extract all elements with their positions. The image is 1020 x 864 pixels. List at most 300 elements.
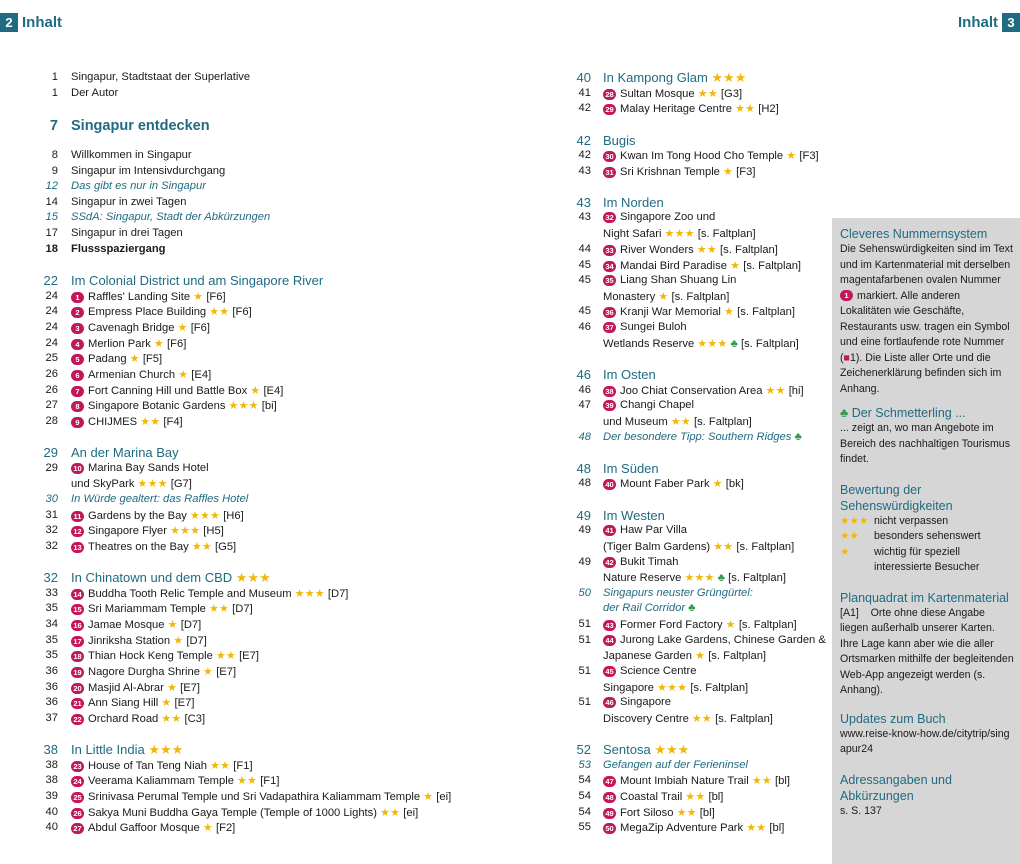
toc-entry-title: Joo Chiat Conservation Area [620,385,763,397]
toc-entry[interactable] [603,821,784,834]
toc-entry[interactable] [603,696,671,708]
map-grid-ref: [F6] [187,322,210,334]
rating-stars: ★★★ [661,228,695,240]
sidebar-grid-text: [A1] Orte ohne diese Angabe liegen außerhalb unserer Karten. Ihre Lage kann aber wie die aller Ortsmarken mithilfe der begleitenden Web-App angezeigt werden (s. Anhang). [840,606,1014,696]
toc-page-number: 29 [45,462,58,474]
toc-entry-title: Gardens by the Bay [88,510,187,522]
rating-stars: ★★★ [134,478,168,490]
sight-number-badge: 28 [603,89,616,100]
toc-entry[interactable] [603,102,779,115]
toc-page-number: 17 [45,227,58,239]
header-title-right: Inhalt [958,14,998,31]
map-grid-ref: [s. Faltplan] [690,416,752,428]
toc-entry-title: Armenian Church [88,369,176,381]
map-grid-ref: [s. Faltplan] [668,291,730,303]
toc-entry-title: Empress Place Building [88,306,207,318]
toc-page-number: 48 [578,431,591,443]
toc-entry-title: Sri Mariammam Temple [88,603,206,615]
toc-section-heading[interactable] [71,118,210,134]
toc-entry-title: Fort Canning Hill und Battle Box [88,385,248,397]
map-grid-ref: [F1] [230,760,253,772]
rating-stars: ★ [840,545,850,558]
toc-entry[interactable] [603,618,797,631]
toc-entry[interactable] [71,196,186,208]
rating-stars: ★★ [667,416,691,428]
sight-number-badge: 21 [71,698,84,709]
rating-stars: ★★★ [650,742,690,757]
rating-stars: ★ [691,650,706,662]
toc-entry-title: An der Marina Bay [71,445,179,460]
toc-page-number: 54 [578,790,591,802]
toc-entry[interactable] [71,477,192,490]
rating-stars: ★ [126,353,140,365]
toc-entry[interactable] [603,634,826,646]
toc-entry[interactable] [71,87,118,99]
toc-page-number: 38 [45,759,58,771]
rating-stars: ★★★ [694,338,728,350]
sight-number-badge: 35 [603,275,616,286]
toc-entry[interactable] [71,540,236,553]
toc-entry[interactable] [71,165,225,177]
toc-entry[interactable] [603,274,736,286]
toc-entry[interactable] [71,227,183,239]
toc-page-number: 49 [576,508,591,523]
butterfly-icon: ♣ [714,572,726,584]
sight-number-badge: 26 [71,808,84,819]
sight-number-badge: 34 [603,261,616,272]
sidebar-updates-url[interactable]: www.reise-know-how.de/citytrip/singapur24 [840,727,1010,755]
red-number-icon: ■ [843,351,850,364]
toc-entry-title: Nature Reserve [603,572,682,584]
toc-entry[interactable] [603,431,802,443]
toc-page-number: 14 [45,196,58,208]
toc-entry-title: Abdul Gaffoor Mosque [88,822,200,834]
toc-page-number: 54 [578,806,591,818]
toc-entry[interactable] [603,259,801,272]
toc-entry[interactable] [603,149,819,162]
toc-entry[interactable] [71,384,283,397]
toc-entry[interactable] [71,634,207,647]
toc-entry[interactable] [71,649,259,662]
rating-stars: ★★ [188,541,212,553]
toc-entry-title: Gefangen auf der Ferieninsel [603,759,748,771]
toc-entry[interactable] [603,243,778,256]
map-grid-ref: [F6] [163,338,187,350]
sidebar-heading-rating: Bewertung der Sehenswürdigkeiten [840,482,953,513]
map-grid-ref: [s. Faltplan] [740,260,802,272]
toc-entry[interactable] [71,337,186,350]
rating-stars: ★★ [158,713,182,725]
toc-entry[interactable] [71,399,277,412]
toc-entry[interactable] [603,415,752,428]
rating-stars: ★★★ [166,525,201,537]
rating-stars: ★ [783,150,797,162]
header-right [958,13,1020,32]
rating-label: nicht verpassen [874,514,949,527]
toc-entry-title: Singapore Botanic Gardens [88,400,226,412]
toc-entry-title: der Rail Corridor [603,602,686,614]
map-grid-ref: [G7] [167,478,192,490]
toc-entry[interactable] [603,774,790,787]
toc-entry-title: Mandai Bird Paradise [620,260,727,272]
toc-entry-title: Bukit Timah [620,556,679,568]
toc-entry[interactable] [71,602,253,615]
toc-page-number: 15 [45,211,58,223]
rating-legend-row [840,529,1014,545]
rating-stars: ★ [163,682,177,694]
rating-stars: ★ [720,306,735,318]
toc-page-number: 8 [51,149,58,161]
sidebar-heading-butterfly: ♣ Der Schmetterling ... [840,406,966,420]
rating-stars: ★★★ [232,570,271,585]
toc-page-number: 46 [578,384,591,396]
toc-entry[interactable] [71,462,209,474]
rating-stars: ★★ [233,775,258,787]
toc-entry-title: CHIJMES [88,416,138,428]
toc-entry-title: Singapur im Intensivdurchgang [71,165,226,177]
map-grid-ref: [F3] [796,150,819,162]
toc-page-number: 49 [578,524,591,536]
toc-section-heading[interactable] [603,508,665,523]
rating-stars: ★ [158,697,172,709]
toc-entry-title: Coastal Trail [620,791,683,803]
rating-stars: ★★★ [840,514,869,527]
toc-page-number: 32 [45,524,58,536]
sight-number-badge: 20 [71,683,84,694]
map-grid-ref: [D7] [183,635,207,647]
map-grid-ref: [D7] [177,619,202,631]
toc-entry-title: Im Colonial District und am Singapore River [71,273,324,288]
toc-page-number: 24 [45,337,58,349]
toc-page-number: 53 [578,759,591,771]
rating-stars: ★★ [743,822,767,834]
toc-entry[interactable] [603,290,729,303]
toc-page-number: 36 [45,696,58,708]
toc-page-number: 46 [578,321,591,333]
map-grid-ref: [s. Faltplan] [725,572,786,584]
toc-entry[interactable] [71,790,451,803]
toc-entry-title: River Wonders [620,244,694,256]
map-grid-ref: [s. Faltplan] [694,228,756,240]
toc-entry-title: Mount Faber Park [620,478,710,490]
map-grid-ref: [E4] [260,385,284,397]
toc-entry[interactable] [603,759,748,771]
toc-page-number: 55 [578,821,591,833]
toc-entry[interactable] [71,352,162,365]
map-grid-ref: [G5] [211,541,237,553]
toc-entry[interactable] [603,165,755,178]
map-grid-ref: [s. Faltplan] [716,244,778,256]
toc-page-number: 27 [45,399,58,411]
toc-entry[interactable] [603,87,742,100]
toc-entry[interactable] [71,415,183,428]
toc-page-number: 36 [45,681,58,693]
sight-number-badge: 30 [603,151,616,162]
rating-stars: ★★ [206,306,230,318]
toc-entry[interactable] [71,509,244,522]
sight-number-badge: 31 [603,167,616,178]
toc-page-number: 49 [578,556,591,568]
toc-entry[interactable] [71,587,348,600]
toc-entry[interactable] [71,712,205,725]
toc-entry[interactable] [71,774,279,787]
toc-page-number: 34 [45,618,58,630]
toc-entry-title: Japanese Garden [603,650,692,662]
rating-stars: ★ [199,666,214,678]
sight-number-badge: 50 [603,823,616,834]
toc-entry[interactable] [603,227,756,240]
toc-entry-title: Sentosa [603,742,651,757]
toc-page-number: 40 [45,806,58,818]
toc-section-heading[interactable] [603,461,659,476]
toc-entry[interactable] [71,696,194,709]
toc-entry-title: Bugis [603,133,636,148]
toc-page-number: 38 [45,774,58,786]
map-grid-ref: [G3] [717,88,743,100]
map-grid-ref: [bk] [722,478,744,490]
map-grid-ref: [F3] [733,166,756,178]
toc-entry-title: Liang Shan Shuang Lin [620,274,737,286]
map-grid-ref: [D7] [324,588,349,600]
toc-entry[interactable] [603,384,804,397]
map-grid-ref: [s. Faltplan] [705,650,767,662]
rating-stars: ★★ [673,807,697,819]
toc-entry-title: Singapore Zoo und [620,211,716,223]
toc-entry[interactable] [603,477,744,490]
rating-stars: ★★★ [681,572,715,584]
rating-stars: ★★ [762,385,786,397]
toc-entry-title: Changi Chapel [620,399,695,411]
rating-stars: ★ [722,619,736,631]
rating-stars: ★★ [840,530,859,542]
sight-number-badge: 14 [71,589,84,600]
toc-entry[interactable] [603,712,773,725]
sight-number-badge: 46 [603,697,616,708]
toc-entry[interactable] [603,211,715,223]
toc-page-number: 26 [45,368,58,380]
toc-entry-title: Buddha Tooth Relic Temple and Museum [88,588,292,600]
toc-entry-title: Night Safari [603,228,662,240]
toc-entry[interactable] [603,587,753,599]
sight-number-badge: 42 [603,557,616,568]
rating-legend-row [840,545,1014,576]
sight-number-badge: 36 [603,307,616,318]
sight-number-badge: 18 [71,651,84,662]
toc-page-number: 46 [576,367,591,382]
toc-page-number: 32 [45,540,58,552]
toc-entry-title: Fort Siloso [620,807,674,819]
rating-stars: ★★ [212,650,236,662]
toc-section-heading[interactable] [603,367,656,382]
sight-number-badge: 38 [603,386,616,397]
toc-entry[interactable] [603,649,766,662]
toc-page-number: 24 [45,321,58,333]
toc-entry-title: In Kampong Glam [603,70,708,85]
rating-stars: ★★★ [225,400,259,412]
toc-entry-title: Singapore [620,696,672,708]
toc-entry[interactable] [603,321,687,333]
rating-stars: ★★ [376,807,401,819]
map-grid-ref: [E4] [188,369,212,381]
rating-legend-row [840,514,1014,530]
sidebar-butterfly-text: ... zeigt an, wo man Angebote im Bereich des nachhaltigen Tourismus findet. [840,422,1010,465]
info-sidebar [832,218,1020,864]
toc-page-number: 22 [43,273,58,288]
toc-page-number: 50 [578,587,591,599]
toc-entry[interactable] [71,524,224,537]
toc-entry[interactable] [603,524,687,536]
rating-stars: ★★ [137,416,161,428]
toc-entry[interactable] [603,602,696,614]
toc-entry-title: Flussspaziergang [71,243,166,255]
toc-entry-title: Mount Imbiah Nature Trail [620,775,749,787]
toc-page-number: 33 [45,587,58,599]
toc-entry[interactable] [603,337,799,350]
toc-entry-title: Sultan Mosque [620,88,695,100]
toc-page-number: 51 [578,696,591,708]
toc-entry-title: Veerama Kaliammam Temple [88,775,234,787]
sight-number-badge: 48 [603,792,616,803]
toc-entry-title: (Tiger Balm Gardens) [603,541,711,553]
toc-entry-title: Former Ford Factory [620,619,723,631]
sight-number-badge: 32 [603,212,616,223]
toc-section-heading[interactable] [603,742,689,758]
rating-stars: ★ [150,338,164,350]
toc-entry[interactable] [71,149,192,161]
toc-entry[interactable] [71,71,250,83]
toc-entry[interactable] [71,321,210,334]
rating-legend [840,514,1014,576]
toc-entry[interactable] [603,790,723,803]
toc-entry-title: Srinivasa Perumal Temple und Sri Vadapathira Kaliammam Temple [88,791,421,803]
rating-stars: ★★★ [144,742,184,757]
toc-entry[interactable] [71,180,206,192]
toc-entry-title: In Würde gealtert: das Raffles Hotel [71,493,249,505]
toc-page-number: 32 [43,570,58,585]
toc-entry[interactable] [71,681,200,694]
sight-number-badge: 29 [603,104,616,115]
toc-page-number: 24 [45,290,58,302]
map-grid-ref: [hi] [785,385,804,397]
rating-stars: ★ [174,322,188,334]
toc-entry[interactable] [71,759,253,772]
toc-entry-title: Jamae Mosque [88,619,165,631]
toc-entry[interactable] [603,665,697,677]
toc-entry-title: Im Norden [603,195,664,210]
rating-stars: ★ [247,385,261,397]
toc-page-number: 40 [576,70,591,85]
rating-stars: ★★ [207,760,231,772]
sight-number-badge: 6 [71,370,84,381]
sidebar-heading-addresses: Adressangaben und Abkürzungen [840,772,952,803]
map-grid-ref: [F6] [203,291,226,303]
toc-entry[interactable] [71,618,201,631]
sight-number-badge: 3 [71,323,84,334]
rating-stars: ★★★ [707,70,747,85]
toc-section-heading[interactable] [603,195,664,210]
sight-number-badge: 12 [71,526,84,537]
toc-page-number: 12 [45,180,58,192]
rating-stars: ★★★ [186,510,221,522]
map-grid-ref: [F5] [139,353,163,365]
toc-entry[interactable] [71,368,211,381]
toc-page-number: 9 [51,165,58,177]
toc-page-number: 26 [45,384,58,396]
toc-entry[interactable] [71,290,226,303]
toc-entry[interactable] [603,681,748,694]
toc-entry[interactable] [71,243,166,255]
toc-entry-title: Singapurs neuster Grüngürtel: [603,587,753,599]
toc-entry-title: Singapur entdecken [71,118,210,134]
map-grid-ref: [E7] [213,666,237,678]
toc-entry[interactable] [71,665,236,678]
sight-number-badge: 27 [71,823,84,834]
toc-section-heading[interactable] [603,133,636,148]
toc-entry[interactable] [603,571,786,584]
toc-entry[interactable] [71,806,418,819]
toc-entry[interactable] [71,305,252,318]
toc-entry[interactable] [603,399,694,411]
toc-entry-title: Malay Heritage Centre [620,103,732,115]
toc-entry-title: Singapur in zwei Tagen [71,196,187,208]
toc-entry-title: Monastery [603,291,656,303]
map-grid-ref: [E7] [171,697,195,709]
toc-section-heading[interactable] [71,445,179,460]
toc-entry-title: Discovery Centre [603,713,689,725]
toc-page-number: 48 [576,461,591,476]
toc-entry[interactable] [71,211,270,223]
toc-page-number: 42 [578,102,591,114]
map-grid-ref: [F4] [160,416,183,428]
toc-entry[interactable] [71,821,235,834]
sight-number-badge: 17 [71,636,84,647]
rating-stars: ★ [709,478,723,490]
toc-page-number: 28 [45,415,58,427]
toc-page-number: 35 [45,649,58,661]
toc-section-heading[interactable] [71,570,271,586]
toc-entry-title: Sri Krishnan Temple [620,166,720,178]
toc-section-heading[interactable] [603,70,746,86]
map-grid-ref: [H5] [200,525,224,537]
toc-entry-title: Padang [88,353,127,365]
butterfly-icon: ♣ [727,338,738,350]
toc-entry[interactable] [603,556,678,568]
toc-page-number: 47 [578,399,591,411]
toc-section-heading[interactable] [71,273,323,288]
map-grid-ref: [bl] [766,822,785,834]
toc-entry-title: Jinriksha Station [88,635,171,647]
butterfly-icon: ♣ [685,602,696,614]
sight-number-badge: 11 [71,511,84,522]
map-grid-ref: [s. Faltplan] [735,619,797,631]
toc-entry[interactable] [603,806,715,819]
toc-entry-title: Sakya Muni Buddha Gaya Temple (Temple of 1000 Lights) [88,807,377,819]
toc-page-number: 43 [576,195,591,210]
toc-entry-title: Orchard Road [88,713,159,725]
toc-entry[interactable] [603,540,794,553]
toc-entry-title: Im Westen [603,508,665,523]
sight-number-badge: 23 [71,761,84,772]
page-number-left: 2 [0,13,18,32]
toc-entry[interactable] [603,305,795,318]
sight-number-badge: 8 [71,401,84,412]
toc-page-number: 43 [578,211,591,223]
toc-section-heading[interactable] [71,742,183,758]
toc-page-number: 18 [45,243,58,255]
toc-page-number: 52 [576,742,591,757]
sidebar-heading-numbering: Cleveres Nummernsystem [840,227,988,241]
toc-entry[interactable] [71,493,248,505]
